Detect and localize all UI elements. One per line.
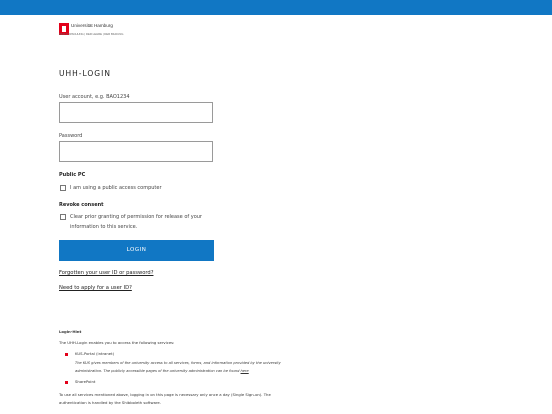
service-item-kus-desc2-text: administration. The publicly accessible pages of the university administration can be found [75, 369, 240, 373]
login-hint-heading: Login-Hint [59, 329, 82, 334]
apply-user-id-link[interactable]: Need to apply for a user ID? [59, 285, 132, 291]
public-pc-checkbox[interactable] [60, 185, 66, 191]
public-pc-heading: Public PC [59, 172, 86, 178]
user-label: User account, e.g. BAO1234 [59, 94, 130, 100]
revoke-checkbox[interactable] [60, 214, 66, 220]
forgot-credentials-link[interactable]: Forgotten your user ID or password? [59, 270, 154, 276]
university-logo[interactable] [59, 23, 124, 37]
login-button[interactable]: LOGIN [59, 240, 214, 261]
page-title: UHH-LOGIN [59, 69, 111, 78]
public-pc-label[interactable]: I am using a public access computer [70, 185, 162, 191]
login-hint-outro1: To use all services mentioned above, logging in on this page is necessary only once a day (Single Sign-on). The [59, 392, 271, 397]
password-label: Password [59, 133, 83, 139]
bullet-icon [65, 381, 68, 384]
logo-subtitle: DER FORSCHUNG | DER LEHRE | DER BILDUNG [59, 32, 124, 36]
bullet-icon [65, 353, 68, 356]
login-hint-intro: The UHH-Login enables you to access the following services: [59, 340, 175, 345]
service-item-sharepoint: SharePoint [75, 379, 96, 384]
service-item-kus-desc1: The KUS gives members of the university access to all services, forms, and information provided by the university [75, 361, 281, 365]
password-input[interactable] [59, 141, 213, 162]
login-hint-outro2: authentication is handled by the Shibboleth software. [59, 400, 161, 405]
service-item-kus-desc2 [75, 367, 249, 375]
admin-pages-link[interactable]: here [240, 369, 249, 373]
service-item-kus: KUS-Portal (intranet) [75, 351, 115, 356]
logo-title: Universität Hamburg [71, 23, 113, 28]
user-input[interactable] [59, 102, 213, 123]
top-bar [0, 0, 552, 15]
revoke-label[interactable]: Clear prior granting of permission for release of your information to this service. [70, 214, 202, 230]
revoke-heading: Revoke consent [59, 202, 104, 208]
